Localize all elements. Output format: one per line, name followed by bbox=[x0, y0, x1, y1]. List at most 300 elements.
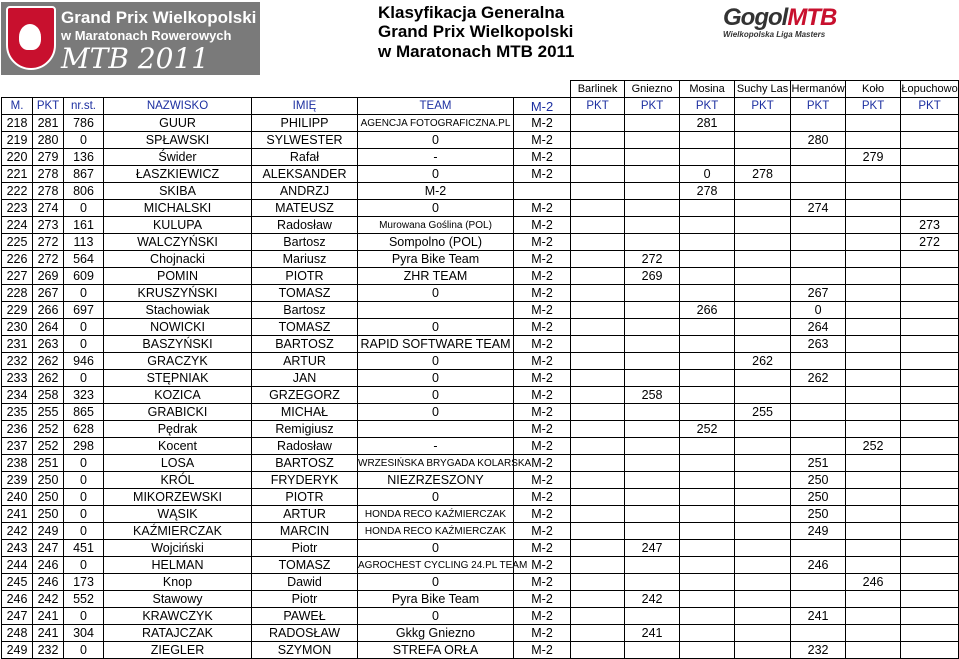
table-cell bbox=[571, 115, 625, 132]
table-cell: Knop bbox=[104, 574, 252, 591]
table-cell bbox=[358, 302, 514, 319]
table-cell: 227 bbox=[2, 268, 33, 285]
table-row bbox=[2, 115, 959, 132]
table-cell bbox=[625, 200, 680, 217]
table-cell: RADOSŁAW bbox=[252, 625, 358, 642]
table-cell bbox=[680, 268, 735, 285]
table-row bbox=[2, 608, 959, 625]
table-cell bbox=[901, 302, 959, 319]
table-cell: 252 bbox=[846, 438, 901, 455]
table-cell: 244 bbox=[2, 557, 33, 574]
table-row bbox=[2, 353, 959, 370]
table-cell: HONDA RECO KAŹMIERCZAK bbox=[358, 523, 514, 540]
table-cell bbox=[735, 217, 791, 234]
race-header: Koło bbox=[846, 81, 901, 98]
title-line2: Grand Prix Wielkopolski bbox=[378, 22, 574, 41]
table-cell: 272 bbox=[33, 234, 64, 251]
table-cell bbox=[846, 353, 901, 370]
column-header: NAZWISKO bbox=[104, 98, 252, 115]
table-cell bbox=[571, 506, 625, 523]
table-cell: RAPID SOFTWARE TEAM bbox=[358, 336, 514, 353]
table-cell bbox=[735, 625, 791, 642]
table-cell: 224 bbox=[2, 217, 33, 234]
table-cell bbox=[735, 540, 791, 557]
table-cell: Radosław bbox=[252, 438, 358, 455]
table-cell bbox=[680, 608, 735, 625]
table-cell: 279 bbox=[33, 149, 64, 166]
table-cell: Dawid bbox=[252, 574, 358, 591]
table-cell: Gkkg Gniezno bbox=[358, 625, 514, 642]
table-cell bbox=[571, 540, 625, 557]
table-cell: 230 bbox=[2, 319, 33, 336]
table-cell bbox=[358, 421, 514, 438]
table-cell bbox=[901, 115, 959, 132]
table-cell: 279 bbox=[846, 149, 901, 166]
table-cell: 258 bbox=[33, 387, 64, 404]
table-cell: M-2 bbox=[514, 217, 571, 234]
table-cell: Chojnacki bbox=[104, 251, 252, 268]
table-row bbox=[2, 574, 959, 591]
table-cell bbox=[680, 387, 735, 404]
race-header: Łopuchowo bbox=[901, 81, 959, 98]
table-cell bbox=[901, 149, 959, 166]
table-cell: 241 bbox=[791, 608, 846, 625]
table-cell: ANDRZJ bbox=[252, 183, 358, 200]
table-cell: WALCZYŃSKI bbox=[104, 234, 252, 251]
table-cell bbox=[625, 115, 680, 132]
table-cell: 0 bbox=[358, 387, 514, 404]
table-cell bbox=[680, 319, 735, 336]
table-cell bbox=[846, 591, 901, 608]
table-cell: Murowana Goślina (POL) bbox=[358, 217, 514, 234]
table-cell bbox=[735, 302, 791, 319]
table-cell bbox=[846, 523, 901, 540]
table-cell: BASZYŃSKI bbox=[104, 336, 252, 353]
table-cell bbox=[791, 421, 846, 438]
table-cell: ZIEGLER bbox=[104, 642, 252, 659]
table-cell: Remigiusz bbox=[252, 421, 358, 438]
table-cell: NIEZRZESZONY bbox=[358, 472, 514, 489]
table-cell: 255 bbox=[33, 404, 64, 421]
table-cell bbox=[680, 455, 735, 472]
table-cell bbox=[680, 506, 735, 523]
table-cell: M-2 bbox=[514, 302, 571, 319]
table-cell: 0 bbox=[358, 404, 514, 421]
table-cell bbox=[735, 438, 791, 455]
table-cell: 223 bbox=[2, 200, 33, 217]
table-cell bbox=[901, 353, 959, 370]
table-cell bbox=[680, 404, 735, 421]
table-cell: 250 bbox=[33, 489, 64, 506]
table-cell: Pędrak bbox=[104, 421, 252, 438]
table-cell: KRÓL bbox=[104, 472, 252, 489]
table-cell bbox=[680, 557, 735, 574]
table-cell: 219 bbox=[2, 132, 33, 149]
table-cell: M-2 bbox=[514, 166, 571, 183]
table-cell: 0 bbox=[358, 353, 514, 370]
table-cell bbox=[901, 642, 959, 659]
table-cell: 218 bbox=[2, 115, 33, 132]
table-cell bbox=[846, 234, 901, 251]
table-cell bbox=[791, 404, 846, 421]
table-cell: SKIBA bbox=[104, 183, 252, 200]
table-cell: MICHALSKI bbox=[104, 200, 252, 217]
table-cell: 246 bbox=[791, 557, 846, 574]
table-row bbox=[2, 506, 959, 523]
table-cell: 250 bbox=[33, 506, 64, 523]
table-cell: 0 bbox=[358, 132, 514, 149]
table-cell bbox=[735, 285, 791, 302]
table-cell: 252 bbox=[33, 438, 64, 455]
table-cell bbox=[846, 336, 901, 353]
table-cell: 0 bbox=[64, 557, 104, 574]
table-cell: 245 bbox=[2, 574, 33, 591]
table-row bbox=[2, 149, 959, 166]
table-cell bbox=[791, 591, 846, 608]
table-cell: 232 bbox=[33, 642, 64, 659]
table-cell bbox=[680, 200, 735, 217]
table-cell: 249 bbox=[791, 523, 846, 540]
table-cell: 232 bbox=[791, 642, 846, 659]
table-cell bbox=[680, 438, 735, 455]
results-table bbox=[1, 80, 959, 659]
table-cell: 233 bbox=[2, 370, 33, 387]
table-cell: M-2 bbox=[514, 506, 571, 523]
table-row bbox=[2, 404, 959, 421]
table-cell: M-2 bbox=[514, 132, 571, 149]
table-cell bbox=[735, 421, 791, 438]
table-cell bbox=[735, 506, 791, 523]
table-cell: M-2 bbox=[514, 149, 571, 166]
table-cell: JAN bbox=[252, 370, 358, 387]
table-cell: 304 bbox=[64, 625, 104, 642]
table-cell bbox=[846, 370, 901, 387]
column-header: M-2 bbox=[514, 98, 571, 115]
table-cell: MICHAŁ bbox=[252, 404, 358, 421]
table-cell: M-2 bbox=[514, 472, 571, 489]
table-cell: ARTUR bbox=[252, 506, 358, 523]
table-cell: M-2 bbox=[514, 642, 571, 659]
table-cell: 249 bbox=[2, 642, 33, 659]
table-cell: 264 bbox=[791, 319, 846, 336]
table-cell bbox=[680, 336, 735, 353]
table-cell: PAWEŁ bbox=[252, 608, 358, 625]
table-cell: 250 bbox=[791, 489, 846, 506]
table-cell bbox=[680, 591, 735, 608]
table-cell: 274 bbox=[33, 200, 64, 217]
table-cell bbox=[846, 166, 901, 183]
table-cell bbox=[625, 608, 680, 625]
table-cell bbox=[571, 132, 625, 149]
table-cell bbox=[571, 574, 625, 591]
table-cell bbox=[571, 642, 625, 659]
table-cell bbox=[571, 149, 625, 166]
table-cell: WĄSIK bbox=[104, 506, 252, 523]
table-cell: 136 bbox=[64, 149, 104, 166]
table-cell: KRUSZYŃSKI bbox=[104, 285, 252, 302]
table-cell bbox=[901, 438, 959, 455]
table-cell: AGROCHEST CYCLING 24.PL TEAM bbox=[358, 557, 514, 574]
race-header: Barlinek bbox=[571, 81, 625, 98]
table-cell bbox=[791, 217, 846, 234]
table-cell: 0 bbox=[680, 166, 735, 183]
table-cell bbox=[901, 472, 959, 489]
table-cell bbox=[791, 387, 846, 404]
table-row bbox=[2, 302, 959, 319]
column-header: PKT bbox=[680, 98, 735, 115]
table-cell: MATEUSZ bbox=[252, 200, 358, 217]
table-cell bbox=[846, 115, 901, 132]
table-cell: 241 bbox=[33, 625, 64, 642]
table-cell: GRABICKI bbox=[104, 404, 252, 421]
table-cell: ZHR TEAM bbox=[358, 268, 514, 285]
table-cell bbox=[680, 625, 735, 642]
table-cell bbox=[680, 149, 735, 166]
column-header: PKT bbox=[791, 98, 846, 115]
table-cell bbox=[901, 574, 959, 591]
table-cell: 323 bbox=[64, 387, 104, 404]
table-cell: Stawowy bbox=[104, 591, 252, 608]
table-cell bbox=[735, 574, 791, 591]
race-header: Suchy Las bbox=[735, 81, 791, 98]
table-cell bbox=[901, 132, 959, 149]
table-cell bbox=[901, 455, 959, 472]
table-cell: 266 bbox=[680, 302, 735, 319]
table-cell bbox=[625, 506, 680, 523]
table-cell bbox=[901, 540, 959, 557]
table-cell bbox=[901, 336, 959, 353]
table-cell: 113 bbox=[64, 234, 104, 251]
column-header: TEAM bbox=[358, 98, 514, 115]
table-cell bbox=[791, 268, 846, 285]
table-cell: 451 bbox=[64, 540, 104, 557]
table-cell bbox=[846, 506, 901, 523]
table-cell: 249 bbox=[33, 523, 64, 540]
table-cell: 232 bbox=[2, 353, 33, 370]
table-cell: 278 bbox=[33, 183, 64, 200]
table-cell bbox=[680, 540, 735, 557]
table-cell bbox=[901, 268, 959, 285]
table-cell: STREFA ORŁA bbox=[358, 642, 514, 659]
table-cell bbox=[901, 200, 959, 217]
table-cell bbox=[846, 404, 901, 421]
table-cell: 250 bbox=[791, 506, 846, 523]
table-cell: 226 bbox=[2, 251, 33, 268]
table-cell bbox=[625, 217, 680, 234]
table-cell bbox=[625, 642, 680, 659]
table-cell: 0 bbox=[64, 285, 104, 302]
table-cell: M-2 bbox=[514, 285, 571, 302]
logo-left-line1: Grand Prix Wielkopolski bbox=[61, 8, 257, 27]
table-cell bbox=[625, 574, 680, 591]
table-cell: 0 bbox=[64, 642, 104, 659]
table-cell: 867 bbox=[64, 166, 104, 183]
table-cell bbox=[901, 370, 959, 387]
table-cell bbox=[901, 387, 959, 404]
table-cell: 243 bbox=[2, 540, 33, 557]
table-cell bbox=[735, 200, 791, 217]
table-cell bbox=[846, 302, 901, 319]
table-cell: 266 bbox=[33, 302, 64, 319]
table-cell: GRACZYK bbox=[104, 353, 252, 370]
table-cell: 252 bbox=[33, 421, 64, 438]
table-cell: M-2 bbox=[514, 251, 571, 268]
table-cell bbox=[735, 149, 791, 166]
table-cell: 250 bbox=[33, 472, 64, 489]
table-cell bbox=[571, 625, 625, 642]
table-cell: 262 bbox=[33, 353, 64, 370]
table-cell: 0 bbox=[358, 574, 514, 591]
table-cell: 552 bbox=[64, 591, 104, 608]
table-cell bbox=[514, 183, 571, 200]
table-cell bbox=[735, 336, 791, 353]
table-cell bbox=[625, 472, 680, 489]
table-cell bbox=[735, 642, 791, 659]
table-cell bbox=[625, 166, 680, 183]
table-cell bbox=[846, 217, 901, 234]
column-header-row bbox=[2, 98, 959, 115]
table-cell: ALEKSANDER bbox=[252, 166, 358, 183]
table-cell: RATAJCZAK bbox=[104, 625, 252, 642]
table-cell: ŁASZKIEWICZ bbox=[104, 166, 252, 183]
table-cell bbox=[680, 574, 735, 591]
table-cell bbox=[735, 455, 791, 472]
table-cell: WRZESIŃSKA BRYGADA KOLARSKA bbox=[358, 455, 514, 472]
table-cell: M-2 bbox=[514, 115, 571, 132]
table-cell: 229 bbox=[2, 302, 33, 319]
table-cell: 786 bbox=[64, 115, 104, 132]
table-row bbox=[2, 591, 959, 608]
table-cell bbox=[901, 285, 959, 302]
table-cell bbox=[625, 421, 680, 438]
page-title bbox=[378, 4, 575, 62]
table-cell: 0 bbox=[64, 455, 104, 472]
table-cell bbox=[680, 472, 735, 489]
table-cell: MIKORZEWSKI bbox=[104, 489, 252, 506]
table-cell bbox=[735, 608, 791, 625]
table-cell: Stachowiak bbox=[104, 302, 252, 319]
table-cell: Pyra Bike Team bbox=[358, 251, 514, 268]
eagle-shield-icon bbox=[6, 6, 56, 70]
table-cell: 220 bbox=[2, 149, 33, 166]
table-cell: Mariusz bbox=[252, 251, 358, 268]
table-cell bbox=[846, 251, 901, 268]
table-cell: GRZEGORZ bbox=[252, 387, 358, 404]
table-cell bbox=[735, 557, 791, 574]
table-cell bbox=[571, 421, 625, 438]
table-cell bbox=[680, 285, 735, 302]
table-cell bbox=[901, 506, 959, 523]
table-cell: 238 bbox=[2, 455, 33, 472]
table-cell bbox=[735, 319, 791, 336]
table-cell: M-2 bbox=[514, 421, 571, 438]
table-cell: Piotr bbox=[252, 540, 358, 557]
table-cell: POMIN bbox=[104, 268, 252, 285]
table-cell bbox=[625, 353, 680, 370]
table-cell: M-2 bbox=[514, 540, 571, 557]
table-cell bbox=[846, 472, 901, 489]
table-cell: - bbox=[358, 149, 514, 166]
table-cell: 0 bbox=[358, 370, 514, 387]
table-cell bbox=[571, 251, 625, 268]
table-cell: M-2 bbox=[514, 438, 571, 455]
table-cell bbox=[901, 319, 959, 336]
table-cell: 273 bbox=[901, 217, 959, 234]
table-cell: 267 bbox=[33, 285, 64, 302]
table-cell: 264 bbox=[33, 319, 64, 336]
table-cell: 0 bbox=[64, 319, 104, 336]
table-cell bbox=[625, 234, 680, 251]
table-cell: GUUR bbox=[104, 115, 252, 132]
race-header: Hermanów bbox=[791, 81, 846, 98]
table-cell: M-2 bbox=[514, 557, 571, 574]
table-cell: M-2 bbox=[514, 523, 571, 540]
table-cell: 0 bbox=[64, 336, 104, 353]
table-cell bbox=[571, 183, 625, 200]
table-cell: 242 bbox=[2, 523, 33, 540]
table-cell: HONDA RECO KAŹMIERCZAK bbox=[358, 506, 514, 523]
table-cell: 0 bbox=[358, 166, 514, 183]
table-cell: 262 bbox=[791, 370, 846, 387]
table-cell: 0 bbox=[358, 489, 514, 506]
column-header: PKT bbox=[846, 98, 901, 115]
table-cell: 228 bbox=[2, 285, 33, 302]
table-row bbox=[2, 472, 959, 489]
table-cell bbox=[791, 115, 846, 132]
table-cell: 237 bbox=[2, 438, 33, 455]
table-cell: Rafał bbox=[252, 149, 358, 166]
table-cell: BARTOSZ bbox=[252, 336, 358, 353]
table-cell bbox=[625, 438, 680, 455]
table-cell: 0 bbox=[358, 200, 514, 217]
table-cell: 298 bbox=[64, 438, 104, 455]
table-cell: 251 bbox=[791, 455, 846, 472]
table-cell bbox=[625, 455, 680, 472]
table-cell: 251 bbox=[33, 455, 64, 472]
table-cell: M-2 bbox=[514, 370, 571, 387]
table-cell bbox=[791, 166, 846, 183]
table-cell: 281 bbox=[680, 115, 735, 132]
table-cell: 267 bbox=[791, 285, 846, 302]
table-cell bbox=[571, 557, 625, 574]
table-cell: NOWICKI bbox=[104, 319, 252, 336]
table-cell bbox=[680, 234, 735, 251]
table-cell: M-2 bbox=[514, 319, 571, 336]
table-cell: 269 bbox=[33, 268, 64, 285]
table-cell: TOMASZ bbox=[252, 285, 358, 302]
table-row bbox=[2, 319, 959, 336]
table-cell bbox=[571, 166, 625, 183]
table-cell: - bbox=[358, 438, 514, 455]
table-cell bbox=[901, 608, 959, 625]
table-cell: BARTOSZ bbox=[252, 455, 358, 472]
table-cell bbox=[791, 183, 846, 200]
table-cell: SYLWESTER bbox=[252, 132, 358, 149]
table-cell bbox=[625, 319, 680, 336]
table-cell: PIOTR bbox=[252, 489, 358, 506]
table-cell: 262 bbox=[33, 370, 64, 387]
table-cell: 246 bbox=[33, 557, 64, 574]
table-cell bbox=[571, 370, 625, 387]
logo-left-line2: w Maratonach Rowerowych bbox=[61, 28, 232, 43]
table-cell: 246 bbox=[846, 574, 901, 591]
table-row bbox=[2, 370, 959, 387]
table-cell: 247 bbox=[2, 608, 33, 625]
table-row bbox=[2, 183, 959, 200]
race-header: Gniezno bbox=[625, 81, 680, 98]
table-cell bbox=[680, 251, 735, 268]
table-cell: TOMASZ bbox=[252, 319, 358, 336]
